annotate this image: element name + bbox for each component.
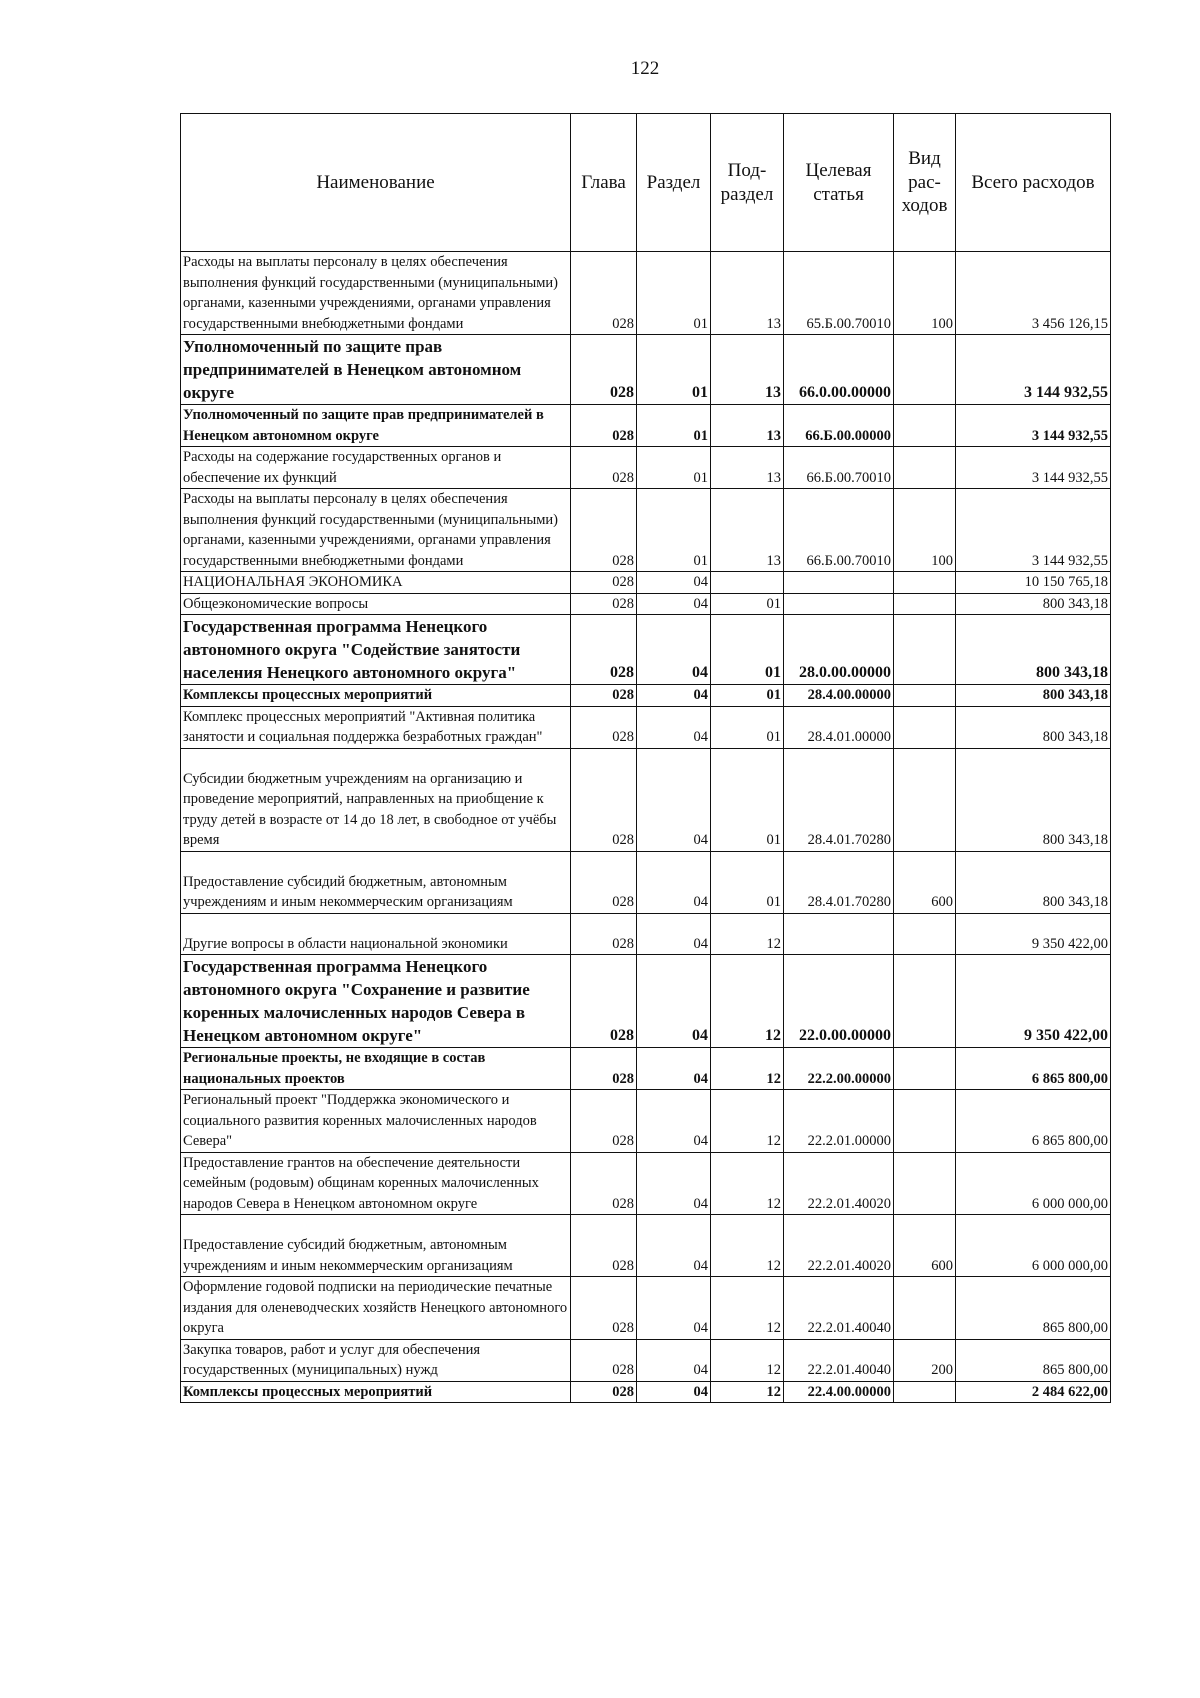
cell-glava: 028 (571, 447, 637, 489)
cell-glava: 028 (571, 1152, 637, 1215)
cell-total: 800 343,18 (956, 851, 1111, 913)
table-row (181, 955, 1111, 1048)
cell-glava: 028 (571, 489, 637, 572)
cell-total: 800 343,18 (956, 593, 1111, 615)
budget-table (180, 113, 1111, 1403)
cell-celevaya: 22.2.01.40020 (784, 1215, 894, 1277)
cell-podrazdel: 01 (711, 593, 784, 615)
cell-razdel: 04 (637, 593, 711, 615)
cell-name: Предоставление грантов на обеспечение деятельности семейным (родовым) общинам коренных малочисленных народов Севера в Ненецком автономном округе (181, 1152, 571, 1215)
cell-celevaya: 28.4.01.00000 (784, 706, 894, 748)
header-podrazdel: Под- раздел (711, 114, 784, 252)
cell-name: Уполномоченный по защите прав предпринимателей в Ненецком автономном округе (181, 405, 571, 447)
cell-podrazdel: 13 (711, 405, 784, 447)
cell-razdel: 04 (637, 1090, 711, 1153)
table-row (181, 1381, 1111, 1403)
cell-vid (894, 706, 956, 748)
cell-celevaya: 22.4.00.00000 (784, 1381, 894, 1403)
table-row (181, 593, 1111, 615)
cell-podrazdel: 12 (711, 1277, 784, 1340)
cell-celevaya (784, 593, 894, 615)
table-row (181, 335, 1111, 405)
cell-celevaya: 66.Б.00.70010 (784, 447, 894, 489)
cell-glava: 028 (571, 913, 637, 955)
cell-razdel: 01 (637, 335, 711, 405)
cell-total: 3 144 932,55 (956, 405, 1111, 447)
cell-total: 9 350 422,00 (956, 955, 1111, 1048)
cell-vid (894, 447, 956, 489)
header-name: Наименование (181, 114, 571, 252)
cell-total: 2 484 622,00 (956, 1381, 1111, 1403)
cell-total: 6 865 800,00 (956, 1090, 1111, 1153)
cell-podrazdel: 01 (711, 706, 784, 748)
cell-glava: 028 (571, 1215, 637, 1277)
cell-podrazdel: 13 (711, 489, 784, 572)
table-row (181, 913, 1111, 955)
cell-vid (894, 593, 956, 615)
cell-name: Уполномоченный по защите прав предпринимателей в Ненецком автономном округе (181, 335, 571, 405)
cell-total: 6 865 800,00 (956, 1048, 1111, 1090)
cell-name: Комплекс процессных мероприятий "Активная политика занятости и социальная поддержка безработных граждан" (181, 706, 571, 748)
cell-vid (894, 1381, 956, 1403)
cell-razdel: 04 (637, 955, 711, 1048)
cell-razdel: 04 (637, 706, 711, 748)
cell-razdel: 04 (637, 748, 711, 851)
cell-podrazdel: 01 (711, 615, 784, 685)
cell-razdel: 04 (637, 1339, 711, 1381)
cell-razdel: 04 (637, 572, 711, 594)
header-celevaya: Целевая статья (784, 114, 894, 252)
cell-razdel: 04 (637, 1381, 711, 1403)
cell-razdel: 04 (637, 913, 711, 955)
table-row (181, 1090, 1111, 1153)
cell-podrazdel: 12 (711, 1215, 784, 1277)
cell-name: Предоставление субсидий бюджетным, автономным учреждениям и иным некоммерческим организациям (181, 1215, 571, 1277)
cell-glava: 028 (571, 1048, 637, 1090)
cell-vid: 100 (894, 252, 956, 335)
table-row (181, 489, 1111, 572)
cell-celevaya: 22.2.00.00000 (784, 1048, 894, 1090)
cell-podrazdel: 12 (711, 955, 784, 1048)
cell-celevaya: 28.0.00.00000 (784, 615, 894, 685)
cell-name: Комплексы процессных мероприятий (181, 685, 571, 707)
table-row (181, 1048, 1111, 1090)
cell-total: 3 144 932,55 (956, 335, 1111, 405)
table-header-row (181, 114, 1111, 252)
cell-vid (894, 748, 956, 851)
cell-podrazdel: 12 (711, 913, 784, 955)
cell-vid (894, 1277, 956, 1340)
cell-name: Комплексы процессных мероприятий (181, 1381, 571, 1403)
cell-vid (894, 572, 956, 594)
cell-total: 865 800,00 (956, 1339, 1111, 1381)
table-row (181, 405, 1111, 447)
table-row (181, 1152, 1111, 1215)
cell-vid: 600 (894, 851, 956, 913)
cell-glava: 028 (571, 593, 637, 615)
cell-razdel: 04 (637, 1215, 711, 1277)
table-row (181, 685, 1111, 707)
cell-celevaya (784, 913, 894, 955)
cell-podrazdel (711, 572, 784, 594)
cell-vid (894, 335, 956, 405)
table-row (181, 1339, 1111, 1381)
cell-vid (894, 405, 956, 447)
cell-total: 3 144 932,55 (956, 489, 1111, 572)
table-row (181, 1277, 1111, 1340)
cell-podrazdel: 01 (711, 851, 784, 913)
cell-total: 865 800,00 (956, 1277, 1111, 1340)
cell-glava: 028 (571, 335, 637, 405)
cell-name: Расходы на выплаты персоналу в целях обеспечения выполнения функций государственными (муниципальными) органами, казенными учреждениями, органами управления государственными внебюджетными фондами (181, 489, 571, 572)
cell-name: Региональный проект "Поддержка экономического и социального развития коренных малочисленных народов Севера" (181, 1090, 571, 1153)
cell-vid (894, 913, 956, 955)
cell-name: Предоставление субсидий бюджетным, автономным учреждениям и иным некоммерческим организациям (181, 851, 571, 913)
cell-podrazdel: 01 (711, 685, 784, 707)
cell-celevaya: 66.Б.00.70010 (784, 489, 894, 572)
cell-glava: 028 (571, 955, 637, 1048)
cell-name: Субсидии бюджетным учреждениям на организацию и проведение мероприятий, направленных на приобщение к труду детей в возрасте от 14 до 18 лет, в свободное от учёбы время (181, 748, 571, 851)
header-total: Всего расходов (956, 114, 1111, 252)
cell-total: 800 343,18 (956, 615, 1111, 685)
cell-podrazdel: 13 (711, 335, 784, 405)
cell-total: 800 343,18 (956, 685, 1111, 707)
cell-total: 3 144 932,55 (956, 447, 1111, 489)
cell-celevaya: 65.Б.00.70010 (784, 252, 894, 335)
cell-razdel: 04 (637, 615, 711, 685)
cell-podrazdel: 12 (711, 1090, 784, 1153)
cell-podrazdel: 13 (711, 252, 784, 335)
cell-celevaya: 28.4.01.70280 (784, 748, 894, 851)
cell-name: Государственная программа Ненецкого автономного округа "Сохранение и развитие коренных малочисленных народов Севера в Ненецком автономном округе" (181, 955, 571, 1048)
table-row (181, 851, 1111, 913)
cell-total: 3 456 126,15 (956, 252, 1111, 335)
cell-glava: 028 (571, 1381, 637, 1403)
cell-glava: 028 (571, 685, 637, 707)
table-row (181, 615, 1111, 685)
cell-razdel: 04 (637, 851, 711, 913)
table-row (181, 748, 1111, 851)
cell-vid: 200 (894, 1339, 956, 1381)
cell-name: Региональные проекты, не входящие в состав национальных проектов (181, 1048, 571, 1090)
cell-vid: 100 (894, 489, 956, 572)
cell-celevaya: 28.4.01.70280 (784, 851, 894, 913)
cell-name: Расходы на содержание государственных органов и обеспечение их функций (181, 447, 571, 489)
cell-vid (894, 615, 956, 685)
cell-celevaya: 22.2.01.00000 (784, 1090, 894, 1153)
page-number: 122 (630, 58, 660, 79)
cell-glava: 028 (571, 1090, 637, 1153)
cell-razdel: 04 (637, 1152, 711, 1215)
cell-razdel: 01 (637, 489, 711, 572)
cell-glava: 028 (571, 405, 637, 447)
cell-name: НАЦИОНАЛЬНАЯ ЭКОНОМИКА (181, 572, 571, 594)
cell-vid (894, 1152, 956, 1215)
cell-celevaya: 66.Б.00.00000 (784, 405, 894, 447)
cell-name: Закупка товаров, работ и услуг для обеспечения государственных (муниципальных) нужд (181, 1339, 571, 1381)
cell-glava: 028 (571, 748, 637, 851)
cell-razdel: 01 (637, 252, 711, 335)
cell-celevaya: 22.2.01.40020 (784, 1152, 894, 1215)
header-vid: Вид рас- ходов (894, 114, 956, 252)
header-glava: Глава (571, 114, 637, 252)
cell-vid: 600 (894, 1215, 956, 1277)
cell-vid (894, 685, 956, 707)
table-row (181, 706, 1111, 748)
cell-glava: 028 (571, 252, 637, 335)
cell-total: 6 000 000,00 (956, 1215, 1111, 1277)
cell-name: Оформление годовой подписки на периодические печатные издания для оленеводческих хозяйств Ненецкого автономного округа (181, 1277, 571, 1340)
cell-podrazdel: 12 (711, 1339, 784, 1381)
cell-glava: 028 (571, 851, 637, 913)
cell-vid (894, 955, 956, 1048)
cell-glava: 028 (571, 572, 637, 594)
cell-celevaya: 22.2.01.40040 (784, 1339, 894, 1381)
cell-glava: 028 (571, 706, 637, 748)
cell-total: 800 343,18 (956, 748, 1111, 851)
cell-celevaya: 22.2.01.40040 (784, 1277, 894, 1340)
cell-total: 9 350 422,00 (956, 913, 1111, 955)
cell-glava: 028 (571, 1339, 637, 1381)
cell-razdel: 01 (637, 405, 711, 447)
cell-celevaya: 66.0.00.00000 (784, 335, 894, 405)
cell-glava: 028 (571, 1277, 637, 1340)
cell-podrazdel: 12 (711, 1152, 784, 1215)
cell-razdel: 01 (637, 447, 711, 489)
table-row (181, 252, 1111, 335)
cell-glava: 028 (571, 615, 637, 685)
cell-name: Расходы на выплаты персоналу в целях обеспечения выполнения функций государственными (муниципальными) органами, казенными учреждениями, органами управления государственными внебюджетными фондами (181, 252, 571, 335)
table-row (181, 447, 1111, 489)
table-row (181, 1215, 1111, 1277)
cell-total: 800 343,18 (956, 706, 1111, 748)
cell-celevaya: 28.4.00.00000 (784, 685, 894, 707)
cell-podrazdel: 01 (711, 748, 784, 851)
cell-podrazdel: 12 (711, 1381, 784, 1403)
cell-vid (894, 1048, 956, 1090)
cell-razdel: 04 (637, 1048, 711, 1090)
header-razdel: Раздел (637, 114, 711, 252)
cell-celevaya: 22.0.00.00000 (784, 955, 894, 1048)
cell-name: Государственная программа Ненецкого автономного округа "Содействие занятости населения Ненецкого автономного округа" (181, 615, 571, 685)
cell-podrazdel: 12 (711, 1048, 784, 1090)
cell-name: Другие вопросы в области национальной экономики (181, 913, 571, 955)
cell-podrazdel: 13 (711, 447, 784, 489)
cell-total: 10 150 765,18 (956, 572, 1111, 594)
cell-vid (894, 1090, 956, 1153)
cell-razdel: 04 (637, 685, 711, 707)
cell-celevaya (784, 572, 894, 594)
cell-total: 6 000 000,00 (956, 1152, 1111, 1215)
table-row (181, 572, 1111, 594)
cell-name: Общеэкономические вопросы (181, 593, 571, 615)
cell-razdel: 04 (637, 1277, 711, 1340)
